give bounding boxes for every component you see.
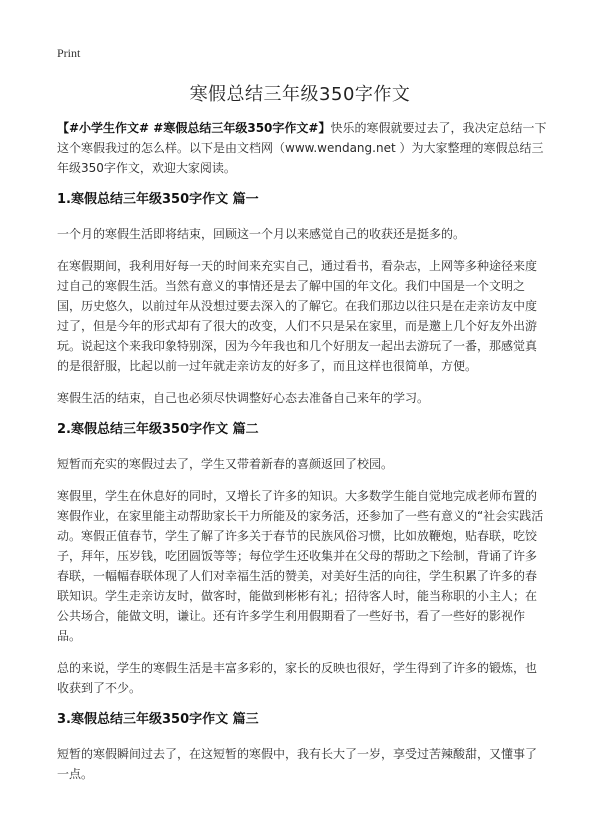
document-title: 寒假总结三年级350字作文 xyxy=(189,84,411,105)
section-heading-1: 1.寒假总结三年级350字作文 篇一 xyxy=(57,192,259,207)
print-label: Print xyxy=(57,46,81,60)
section-2-paragraph-1: 短暂而充实的寒假过去了，学生又带着新春的喜颜返回了校园。 xyxy=(57,457,394,471)
section-heading-2: 2.寒假总结三年级350字作文 篇二 xyxy=(57,422,259,437)
section-1-paragraph-3: 寒假生活的结束，自己也必须尽快调整好心态去准备自己来年的学习。 xyxy=(57,391,430,405)
section-1-paragraph-2: 在寒假期间，我利用好每一天的时间来充实自己，通过看书，看杂志，上网等多种途径来度过自己的寒假生活。当然有意义的事情还是去了解中国的年文化。我们中国是一个文明之国，历史悠久，以前过年从没想过要去深入的了解它。在我们那边以往只是在走亲访友中度过了，但是今年的形式却有了很大的改变，人们不只是呆在家里，而是邀上几个好友外出游玩。说起这个来我印象特别深，因为今年我也和几个好朋友一起出去游玩了一番，那感觉真的是很舒服，比起以前一过年就走亲访友的好多了，而且这样也很简单，方便。 xyxy=(57,259,538,373)
section-heading-3: 3.寒假总结三年级350字作文 篇三 xyxy=(57,712,259,727)
section-1-paragraph-1: 一个月的寒假生活即将结束，回顾这一个月以来感觉自己的收获还是挺多的。 xyxy=(57,227,466,241)
intro-tag: 【#小学生作文# #寒假总结三年级350字作文#】 xyxy=(57,121,331,135)
intro-paragraph xyxy=(57,118,547,178)
intro-text: 快乐的寒假就要过去了，我决定总结一下这个寒假我过的怎么样。以下是由文档网（www.wendang.net ）为大家整理的寒假总结三年级350字作文，欢迎大家阅读。 xyxy=(57,121,547,175)
section-2-paragraph-2: 寒假里，学生在休息好的同时，又增长了许多的知识。大多数学生能自觉地完成老师布置的寒假作业，在家里能主动帮助家长干力所能及的家务活，还参加了一些有意义的“社会实践活动。寒假正值春节，学生了解了许多关于春节的民族风俗习惯，比如放鞭炮，贴春联，吃饺子，拜年，压岁钱，吃团圆饭等等；每位学生还收集并在父母的帮助之下绘制，背诵了许多春联，一幅幅春联体现了人们对幸福生活的赞美，对美好生活的向往，学生积累了许多的春联知识。学生走亲访友时，做客时，能做到彬彬有礼；招待客人时，能当称职的小主人；在公共场合，能做文明，谦让。还有许多学生利用假期看了一些好书，看了一些好的影视作品。 xyxy=(57,489,544,643)
section-2-paragraph-3: 总的来说，学生的寒假生活是丰富多彩的，家长的反映也很好，学生得到了许多的锻炼，也收获到了不少。 xyxy=(57,661,538,695)
section-3-paragraph-1: 短暂的寒假瞬间过去了，在这短暂的寒假中，我有长大了一岁，享受过苦辣酸甜，又懂事了一点。 xyxy=(57,747,538,781)
document-body xyxy=(57,118,547,796)
